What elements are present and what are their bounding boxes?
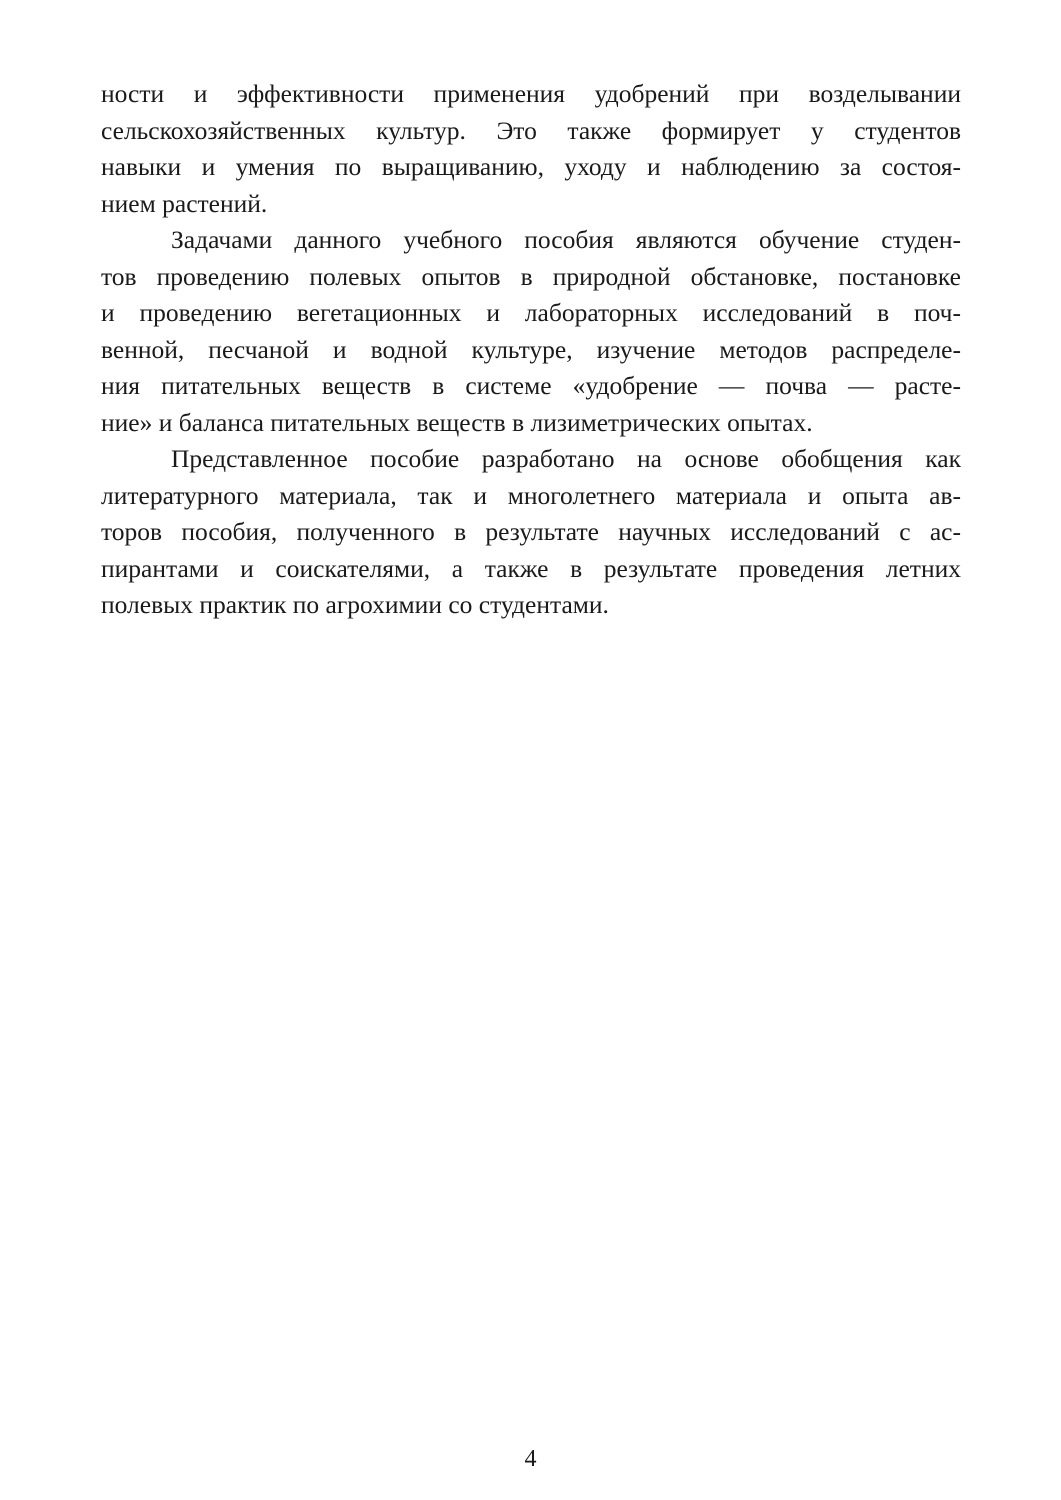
paragraph-1 <box>101 76 961 222</box>
paragraph-2 <box>101 222 961 441</box>
body-text <box>101 76 961 624</box>
paragraph-line: нием растений. <box>101 188 268 218</box>
paragraph-line: Представленное пособие разработано на основе обобщения как <box>171 444 961 473</box>
paragraph-line: тов проведению полевых опытов в природной обстановке, постановке <box>101 261 961 291</box>
paragraph-line: ния питательных веществ в системе «удобрение — почва — расте- <box>101 371 961 400</box>
paragraph-line: венной, песчаной и водной культуре, изучение методов распределе- <box>101 334 961 364</box>
paragraph-line: литературного материала, так и многолетнего материала и опыта ав- <box>101 480 961 510</box>
paragraph-3 <box>101 441 961 624</box>
paragraph-line: и проведению вегетационных и лабораторных исследований в поч- <box>101 298 961 327</box>
paragraph-line: навыки и умения по выращиванию, уходу и наблюдению за состоя- <box>101 152 961 181</box>
paragraph-line: Задачами данного учебного пособия являются обучение студен- <box>171 225 961 254</box>
paragraph-line: ности и эффективности применения удобрений при возделывании <box>101 79 961 108</box>
paragraph-line: сельскохозяйственных культур. Это также формирует у студентов <box>101 115 961 145</box>
paragraph-line: пирантами и соискателями, а также в результате проведения летних <box>101 553 961 583</box>
paragraph-line: полевых практик по агрохимии со студентами. <box>101 590 609 619</box>
paragraph-line: ние» и баланса питательных веществ в лизиметрических опытах. <box>101 407 813 437</box>
page-number: 4 <box>524 1446 537 1472</box>
paragraph-line: торов пособия, полученного в результате научных исследований с ас- <box>101 517 961 546</box>
